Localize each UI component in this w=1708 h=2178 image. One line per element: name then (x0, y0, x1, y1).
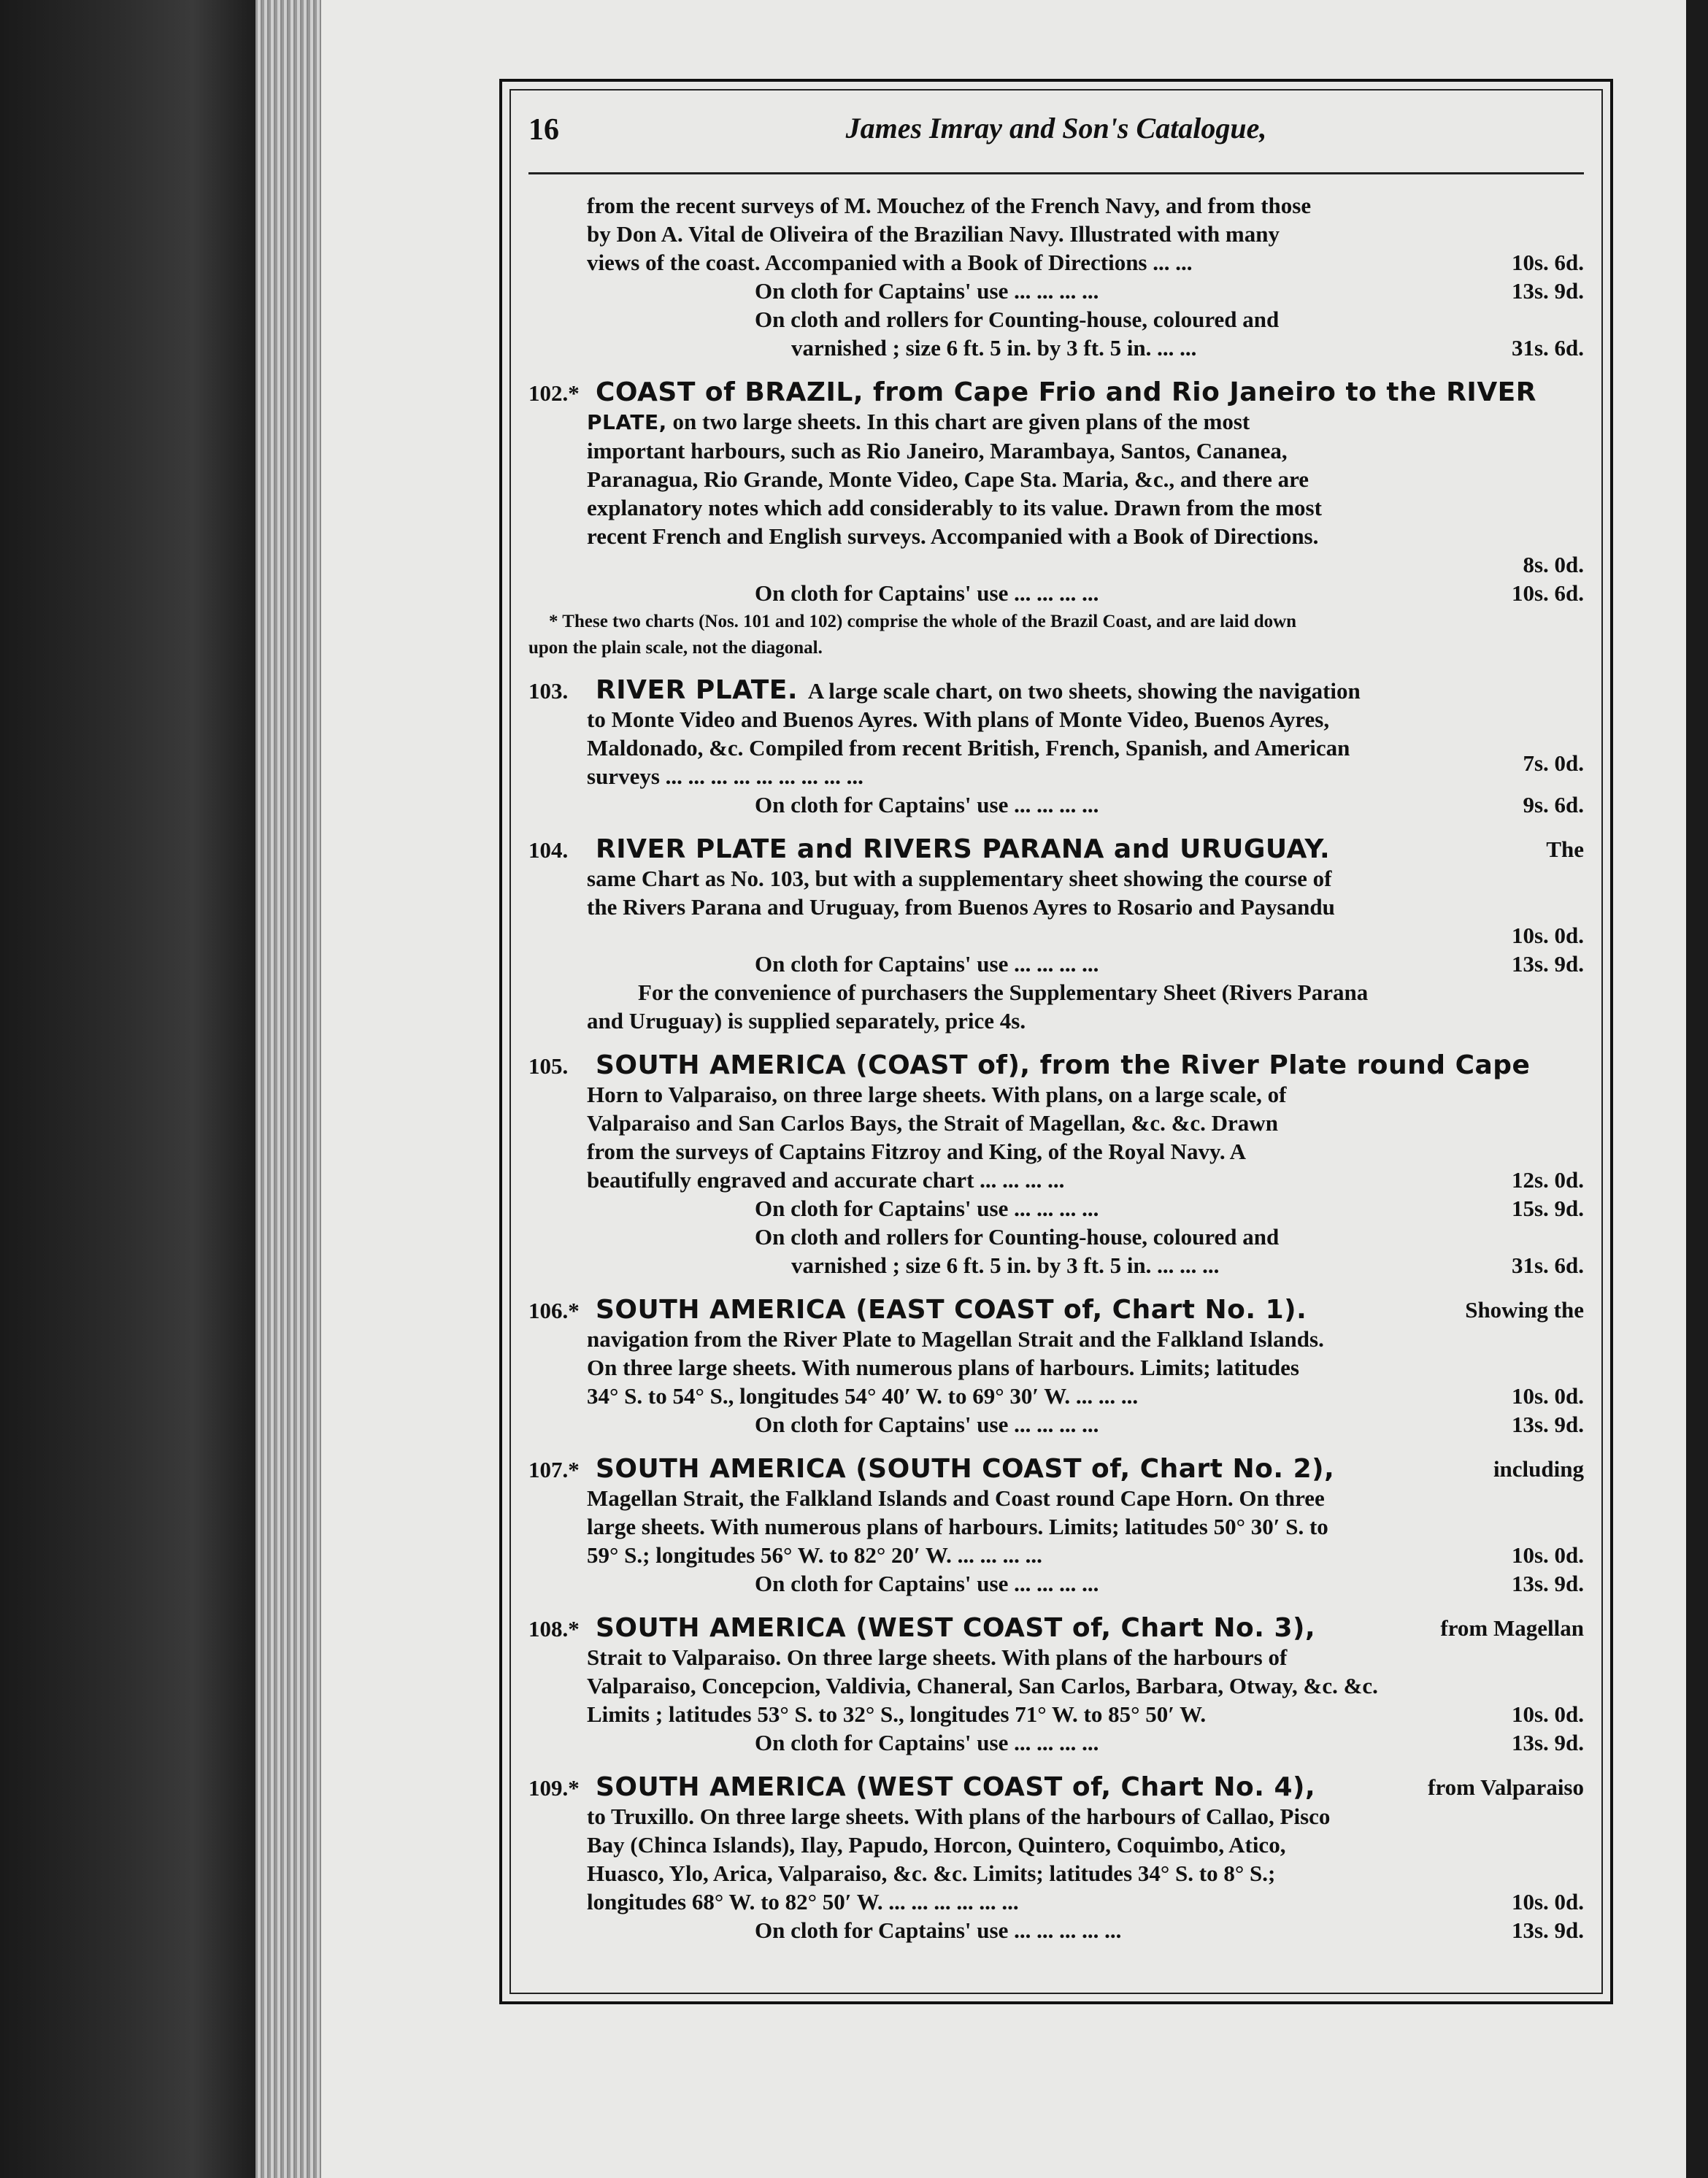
text-segment: On cloth for Captains' use ... ... ... ... (755, 792, 1099, 817)
cloth-line (528, 950, 1584, 978)
entry-number: 109.* (528, 1775, 580, 1801)
price: 10s. 6d. (1511, 250, 1584, 275)
price: 13s. 9d. (1511, 1730, 1584, 1755)
entry-number: 106.* (528, 1298, 580, 1323)
text-line: and Uruguay) is supplied separately, price 4s. (587, 1008, 1026, 1034)
price: 10s. 0d. (1511, 1542, 1584, 1568)
entry-title: SOUTH AMERICA (SOUTH COAST of, Chart No. 2), (596, 1454, 1335, 1484)
text-segment: 59° S.; longitudes 56° W. to 82° 20′ W. ... ... ... ... (587, 1542, 1042, 1568)
text-segment: longitudes 68° W. to 82° 50′ W. ... ... ... ... ... ... (587, 1889, 1019, 1915)
entry-title: RIVER PLATE. (596, 675, 799, 705)
entry-title-line (528, 1051, 1584, 1080)
entry-title-line (528, 1296, 1584, 1325)
text-line: For the convenience of purchasers the Supplementary Sheet (Rivers Parana (638, 980, 1369, 1005)
text-segment: On cloth for Captains' use ... ... ... ... (755, 1196, 1099, 1221)
text-line: Magellan Strait, the Falkland Islands and Coast round Cape Horn. On three (587, 1485, 1325, 1511)
text-line: Strait to Valparaiso. On three large sheets. With plans of the harbours of (587, 1644, 1288, 1670)
entry-109 (528, 1773, 1584, 1944)
price: 8s. 0d. (1523, 552, 1584, 577)
text-segment: from Valparaiso (1428, 1774, 1584, 1800)
entry-number: 105. (528, 1053, 569, 1079)
catalogue-content (528, 191, 1584, 1944)
entry-103 (528, 676, 1584, 819)
text-line: explanatory notes which add considerably to its value. Drawn from the most (587, 495, 1322, 520)
price: 31s. 6d. (1511, 335, 1584, 361)
entry-number: 102.* (528, 380, 580, 406)
book-spine (0, 0, 321, 2178)
page-header (528, 107, 1584, 174)
page-number: 16 (528, 113, 559, 147)
entry-title: COAST of BRAZIL, from Cape Frio and Rio Janeiro to the RIVER (596, 377, 1536, 407)
rollers-line (528, 1251, 1584, 1280)
text-segment: surveys ... ... ... ... ... ... ... ... ... (587, 763, 863, 789)
entry-107 (528, 1455, 1584, 1598)
price: 31s. 6d. (1511, 1252, 1584, 1278)
entry-title-line (528, 1455, 1584, 1484)
text-segment: on two large sheets. In this chart are given plans of the most (672, 409, 1250, 434)
entry-number: 107.* (528, 1457, 580, 1482)
text-segment: On cloth for Captains' use ... ... ... ... (755, 951, 1099, 977)
cloth-line (528, 1410, 1584, 1439)
text-segment: The (1546, 836, 1584, 862)
text-segment: varnished ; size 6 ft. 5 in. by 3 ft. 5 in. ... ... (791, 335, 1197, 361)
text-line: Paranagua, Rio Grande, Monte Video, Cape Sta. Maria, &c., and there are (587, 466, 1309, 492)
text-line (528, 750, 1584, 790)
entry-104 (528, 835, 1584, 1035)
text-line: Bay (Chinca Islands), Ilay, Papudo, Horcon, Quintero, Coquimbo, Atico, (587, 1832, 1286, 1858)
price: 13s. 9d. (1511, 951, 1584, 977)
footnote: upon the plain scale, not the diagonal. (528, 638, 823, 658)
text-line (528, 1382, 1584, 1410)
entry-title: RIVER PLATE and RIVERS PARANA and URUGUAY. (596, 834, 1331, 864)
text-segment: from Magellan (1440, 1615, 1584, 1641)
text-line: Valparaiso, Concepcion, Valdivia, Chaneral, San Carlos, Barbara, Otway, &c. &c. (587, 1673, 1378, 1698)
text-segment: On cloth for Captains' use ... ... ... ... (755, 1730, 1099, 1755)
entry-number: 108.* (528, 1616, 580, 1642)
text-line: same Chart as No. 103, but with a supplementary sheet showing the course of (587, 866, 1332, 891)
entry-title: SOUTH AMERICA (EAST COAST of, Chart No. 1). (596, 1295, 1307, 1325)
footnote: * These two charts (Nos. 101 and 102) comprise the whole of the Brazil Coast, and are laid down (549, 612, 1297, 631)
entry-title-line (528, 1614, 1584, 1643)
entry-108 (528, 1614, 1584, 1757)
text-line (528, 1080, 1584, 1109)
text-line (528, 1700, 1584, 1728)
text-line: to Monte Video and Buenos Ayres. With plans of Monte Video, Buenos Ayres, (587, 707, 1330, 732)
text-segment: varnished ; size 6 ft. 5 in. by 3 ft. 5 in. ... ... ... (791, 1252, 1220, 1278)
price: 10s. 0d. (1511, 1383, 1584, 1409)
price: 13s. 9d. (1511, 1571, 1584, 1596)
text-line: important harbours, such as Rio Janeiro, Marambaya, Santos, Cananea, (587, 438, 1288, 463)
rollers-line: On cloth and rollers for Counting-house, coloured and (755, 307, 1280, 332)
text-segment: Showing the (1465, 1297, 1584, 1323)
entry-number: 103. (528, 678, 569, 704)
entry-title-line (528, 378, 1584, 407)
entry-title: SOUTH AMERICA (COAST of), from the River Plate round Cape (596, 1050, 1531, 1080)
price: 7s. 0d. (1523, 750, 1584, 776)
rollers-line: On cloth and rollers for Counting-house, coloured and (755, 1224, 1280, 1250)
entry-number: 104. (528, 837, 569, 863)
cloth-line (528, 277, 1584, 305)
cloth-line (528, 579, 1584, 607)
price: 13s. 9d. (1511, 1917, 1584, 1943)
text-line (528, 1541, 1584, 1569)
entry-102 (528, 378, 1584, 660)
cloth-line (528, 1194, 1584, 1223)
text-segment: A large scale chart, on two sheets, showing the navigation (807, 678, 1361, 704)
entry-title-line (528, 1773, 1584, 1802)
price: 13s. 9d. (1511, 1412, 1584, 1437)
text-segment: On cloth for Captains' use ... ... ... ... (755, 1412, 1099, 1437)
cloth-line (528, 1728, 1584, 1757)
text-segment: On cloth for Captains' use ... ... ... ... (755, 580, 1099, 606)
text-line: the Rivers Parana and Uruguay, from Buenos Ayres to Rosario and Paysandu (587, 894, 1335, 920)
text-line: Maldonado, &c. Compiled from recent British, French, Spanish, and American (587, 735, 1350, 761)
text-line: large sheets. With numerous plans of harbours. Limits; latitudes 50° 30′ S. to (587, 1514, 1328, 1539)
text-segment: views of the coast. Accompanied with a Book of Directions ... ... (587, 250, 1193, 275)
entry-title: SOUTH AMERICA (WEST COAST of, Chart No. 4), (596, 1772, 1316, 1802)
text-segment: Limits ; latitudes 53° S. to 32° S., longitudes 71° W. to 85° 50′ W. (587, 1701, 1207, 1727)
cloth-line (528, 1569, 1584, 1598)
price: 10s. 0d. (1511, 923, 1584, 948)
entry-continuation (528, 191, 1584, 362)
price-line (528, 550, 1584, 579)
text-line (528, 248, 1584, 277)
price-line (528, 921, 1584, 950)
price: 9s. 6d. (1523, 792, 1584, 817)
text-segment: including (1493, 1456, 1584, 1482)
cloth-line (528, 790, 1584, 819)
text-line: Huasco, Ylo, Arica, Valparaiso, &c. &c. Limits; latitudes 34° S. to 8° S.; (587, 1860, 1276, 1886)
text-line: On three large sheets. With numerous plans of harbours. Limits; latitudes (587, 1355, 1300, 1380)
text-line (528, 1166, 1584, 1194)
text-segment: 34° S. to 54° S., longitudes 54° 40′ W. to 69° 30′ W. ... ... ... (587, 1383, 1139, 1409)
text-line: Valparaiso and San Carlos Bays, the Strait of Magellan, &c. &c. Drawn (587, 1110, 1278, 1136)
price: 10s. 0d. (1511, 1701, 1584, 1727)
text-segment: On cloth for Captains' use ... ... ... ... (755, 1571, 1099, 1596)
page-edge (1686, 0, 1708, 2178)
rollers-line (528, 334, 1584, 362)
price: 10s. 6d. (1511, 580, 1584, 606)
page-frame (499, 79, 1613, 2004)
text-segment: on three large sheets. With plans, on a large scale, of (782, 1082, 1287, 1107)
entry-title-line (528, 676, 1584, 705)
text-line (528, 1888, 1584, 1916)
entry-title: Horn to Valparaiso, (587, 1082, 777, 1107)
price: 12s. 0d. (1511, 1167, 1584, 1193)
price: 10s. 0d. (1511, 1889, 1584, 1915)
entry-105 (528, 1051, 1584, 1280)
text-line: from the recent surveys of M. Mouchez of the French Navy, and from those (587, 193, 1312, 218)
text-segment: On cloth for Captains' use ... ... ... ... (755, 278, 1099, 304)
running-title: James Imray and Son's Catalogue, (845, 112, 1267, 145)
text-line: by Don A. Vital de Oliveira of the Brazilian Navy. Illustrated with many (587, 221, 1280, 247)
text-line (528, 407, 1584, 436)
text-segment: On cloth for Captains' use ... ... ... ... ... (755, 1917, 1122, 1943)
text-segment: beautifully engraved and accurate chart ... ... ... ... (587, 1167, 1065, 1193)
entry-106 (528, 1296, 1584, 1439)
text-line: navigation from the River Plate to Magellan Strait and the Falkland Islands. (587, 1326, 1324, 1352)
text-line: recent French and English surveys. Accompanied with a Book of Directions. (587, 523, 1319, 549)
cloth-line (528, 1916, 1584, 1944)
price: 13s. 9d. (1511, 278, 1584, 304)
text-line: from the surveys of Captains Fitzroy and King, of the Royal Navy. A (587, 1139, 1247, 1164)
text-line: to Truxillo. On three large sheets. With plans of the harbours of Callao, Pisco (587, 1804, 1331, 1829)
entry-title: PLATE, (587, 410, 667, 434)
entry-title-line (528, 835, 1584, 864)
entry-title: SOUTH AMERICA (WEST COAST of, Chart No. 3), (596, 1613, 1316, 1643)
price: 15s. 9d. (1511, 1196, 1584, 1221)
